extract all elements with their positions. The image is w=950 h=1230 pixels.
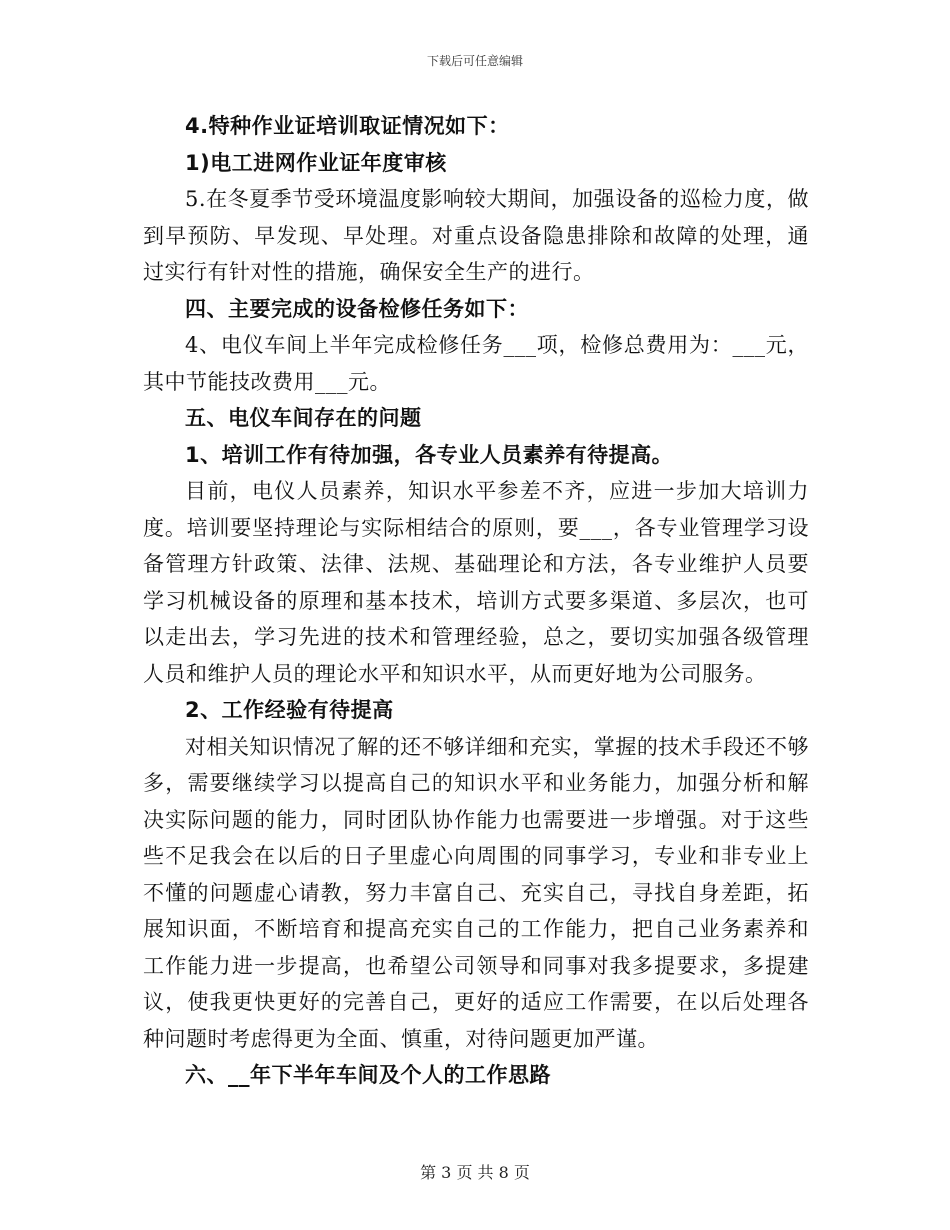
subheading-electrician-certificate: 1)电工进网作业证年度审核 bbox=[185, 150, 447, 175]
heading-section-five: 五、电仪车间存在的问题 bbox=[185, 406, 422, 430]
subheading-experience: 2、工作经验有待提高 bbox=[185, 698, 394, 722]
heading-special-work-certificate: 4.特种作业证培训取证情况如下： bbox=[185, 114, 510, 138]
page-header: 下载后可任意编辑 bbox=[426, 54, 523, 68]
heading-section-four: 四、主要完成的设备检修任务如下： bbox=[185, 296, 529, 321]
paragraph-maintenance-tasks: 4、电仪车间上半年完成检修任务___项，检修总费用为：___元，其中节能技改费用___元。 bbox=[143, 333, 809, 394]
paragraph-training: 目前，电仪人员素养，知识水平参差不齐，应进一步加大培训力度。培训要坚持理论与实际相结合的原则，要___，各专业管理学习设备管理方针政策、法律、法规、基础理论和方法，各专业维护人员要学习机械设备的原理和基本技术，培训方式要多渠道、多层次，也可以走出去，学习先进的技术和管理经验，总之，要切实加强各级管理人员和维护人员的理论水平和知识水平，从而更好地为公司服务。 bbox=[143, 479, 809, 686]
subheading-training: 1、培训工作有待加强，各专业人员素养有待提高。 bbox=[185, 442, 674, 467]
paragraph-inspection: 5.在冬夏季节受环境温度影响较大期间，加强设备的巡检力度，做到早预防、早发现、早处理。对重点设备隐患排除和故障的处理，通过实行有针对性的措施，确保安全生产的进行。 bbox=[143, 187, 809, 284]
heading-section-six: 六、__年下半年车间及个人的工作思路 bbox=[185, 1063, 551, 1087]
page-footer: 第 3 页 共 8 页 bbox=[420, 1163, 530, 1182]
paragraph-experience: 对相关知识情况了解的还不够详细和充实，掌握的技术手段还不够多，需要继续学习以提高自己的知识水平和业务能力，加强分析和解决实际问题的能力，同时团队协作能力也需要进一步增强。对于这些些不足我会在以后的日子里虚心向周围的同事学习，专业和非专业上不懂的问题虚心请教，努力丰富自己、充实自己，寻找自身差距，拓展知识面，不断培育和提高充实自己的工作能力，把自己业务素养和工作能力进一步提高，也希望公司领导和同事对我多提要求，多提建议，使我更快更好的完善自己，更好的适应工作需要，在以后处理各种问题时考虑得更为全面、慎重，对待问题更加严谨。 bbox=[143, 734, 809, 1051]
document-body bbox=[143, 108, 809, 1094]
